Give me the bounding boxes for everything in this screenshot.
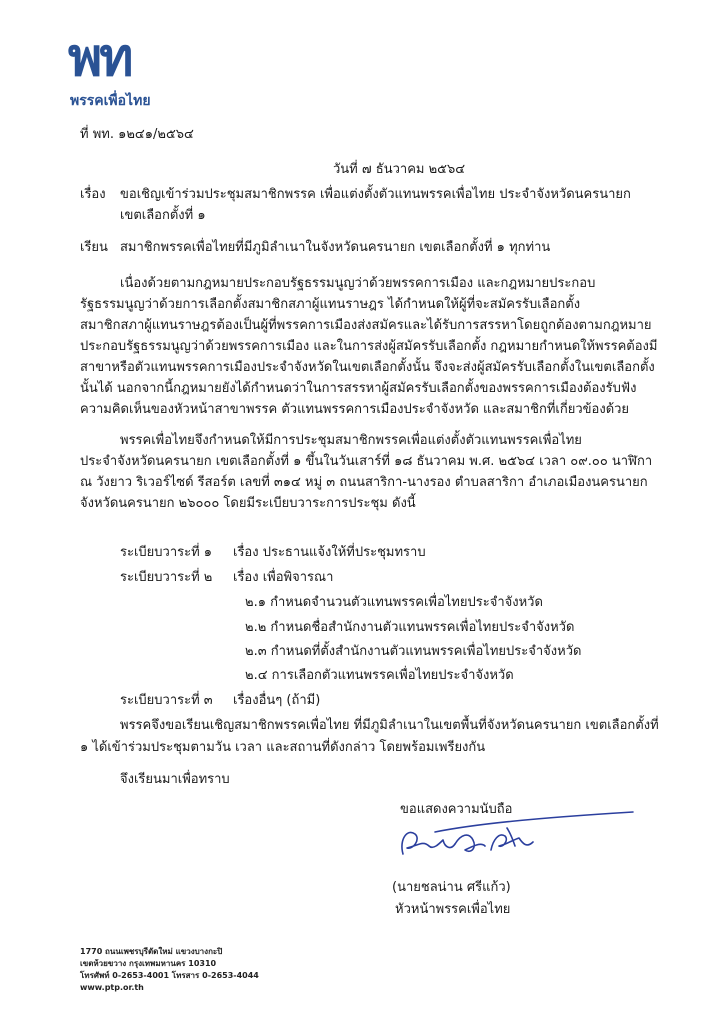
agenda-subitem: ๒.๑ กำหนดจำนวนตัวแทนพรรคเพื่อไทยประจำจังหวัด xyxy=(245,595,543,610)
signature-image xyxy=(395,810,640,872)
meeting-paragraph-line: จังหวัดนครนายก ๒๖๐๐๐ โดยมีระเบียบวาระการประชุม ดังนี้ xyxy=(80,496,416,511)
subject-line-1: ขอเชิญเข้าร่วมประชุมสมาชิกพรรค เพื่อแต่งตั้งตัวแทนพรรคเพื่อไทย ประจำจังหวัดนครนายก xyxy=(120,187,631,202)
signatory-name: (นายชลน่าน ศรีแก้ว) xyxy=(392,880,511,895)
agenda-subitem: ๒.๓ กำหนดที่ตั้งสำนักงานตัวแทนพรรคเพื่อไทยประจำจังหวัด xyxy=(245,644,582,659)
document-date: วันที่ ๗ ธันวาคม ๒๕๖๔ xyxy=(333,162,466,177)
agenda-subitem: ๒.๒ กำหนดชื่อสำนักงานตัวแทนพรรคเพื่อไทยประจำจังหวัด xyxy=(245,620,575,635)
body-paragraph-line: ความคิดเห็นของหัวหน้าสาขาพรรค ตัวแทนพรรคการเมืองประจำจังหวัด และสมาชิกที่เกี่ยวข้องด้วย xyxy=(80,402,630,417)
agenda-subitem: ๒.๔ การเลือกตัวแทนพรรคเพื่อไทยประจำจังหวัด xyxy=(245,668,514,683)
subject-label: เรื่อง xyxy=(80,187,106,202)
party-name: พรรคเพื่อไทย xyxy=(70,93,151,109)
invitation-paragraph-line: พรรคจึงขอเรียนเชิญสมาชิกพรรคเพื่อไทย ที่มีภูมิลำเนาในเขตพื้นที่จังหวัดนครนายก เขตเลือกตั้งที่ xyxy=(120,718,659,733)
body-paragraph-line: เนื่องด้วยตามกฎหมายประกอบรัฐธรรมนูญว่าด้วยพรรคการเมือง และกฎหมายประกอบ xyxy=(120,276,596,291)
subject-line-2: เขตเลือกตั้งที่ ๑ xyxy=(120,208,206,223)
signatory-title: หัวหน้าพรรคเพื่อไทย xyxy=(395,902,511,917)
agenda-item-text: เรื่อง ประธานแจ้งให้ที่ประชุมทราบ xyxy=(233,545,426,560)
footer-website-link[interactable]: www.ptp.or.th xyxy=(80,983,144,992)
agenda-item-label: ระเบียบวาระที่ ๑ xyxy=(120,545,213,560)
body-paragraph-line: นั้นได้ นอกจากนี้กฎหมายยังได้กำหนดว่าในการสรรหาผู้สมัครรับเลือกตั้งของพรรคการเมืองต้องรับฟัง xyxy=(80,381,637,396)
meeting-paragraph-line: ประจำจังหวัดนครนายก เขตเลือกตั้งที่ ๑ ขึ้นในวันเสาร์ที่ ๑๘ ธันวาคม พ.ศ. ๒๕๖๔ เวลา ๐๙.๐๐ นาฬิกา xyxy=(80,454,653,469)
agenda-item-text: เรื่องอื่นๆ (ถ้ามี) xyxy=(233,693,321,708)
complimentary-close: ขอแสดงความนับถือ xyxy=(400,802,513,817)
agenda-item-label: ระเบียบวาระที่ ๒ xyxy=(120,570,213,585)
body-paragraph-line: ประกอบรัฐธรรมนูญว่าด้วยพรรคการเมือง และในการส่งผู้สมัครรับเลือกตั้ง กฎหมายกำหนดให้พรรคต้องมี xyxy=(80,339,658,354)
body-paragraph-line: รัฐธรรมนูญว่าด้วยการเลือกตั้งสมาชิกสภาผู้แทนราษฎร ได้กำหนดให้ผู้ที่จะสมัครรับเลือกตั้ง xyxy=(80,297,581,312)
document-number: ที่ พท. ๑๒๔๑/๒๕๖๔ xyxy=(80,127,194,142)
agenda-item-text: เรื่อง เพื่อพิจารณา xyxy=(233,570,334,585)
body-paragraph-line: สมาชิกสภาผู้แทนราษฎรต้องเป็นผู้ที่พรรคการเมืองส่งสมัครและได้รับการสรรหาโดยถูกต้องตามกฎหมาย xyxy=(80,318,652,333)
invitation-paragraph-line: ๑ ได้เข้าร่วมประชุมตามวัน เวลา และสถานที่ดังกล่าว โดยพร้อมเพรียงกัน xyxy=(80,740,486,755)
meeting-paragraph-line: พรรคเพื่อไทยจึงกำหนดให้มีการประชุมสมาชิกพรรคเพื่อแต่งตั้งตัวแทนพรรคเพื่อไทย xyxy=(120,433,582,448)
recipient-text: สมาชิกพรรคเพื่อไทยที่มีภูมิลำเนาในจังหวัดนครนายก เขตเลือกตั้งที่ ๑ ทุกท่าน xyxy=(120,240,551,255)
closing-request: จึงเรียนมาเพื่อทราบ xyxy=(120,772,230,787)
agenda-item-label: ระเบียบวาระที่ ๓ xyxy=(120,693,213,708)
body-paragraph-line: สาขาหรือตัวแทนพรรคการเมืองประจำจังหวัดในเขตเลือกตั้งนั้น จึงจะส่งผู้สมัครรับเลือกตั้งในเขตเลือกตั้ง xyxy=(80,360,655,375)
footer-address-line: 1770 ถนนเพชรบุรีตัดใหม่ แขวงบางกะปิ xyxy=(80,947,223,956)
meeting-paragraph-line: ณ วังยาว ริเวอร์ไซด์ รีสอร์ต เลขที่ ๓๑๔ หมู่ ๓ ถนนสาริกา-นางรอง ตำบลสาริกา อำเภอเมืองนครนายก xyxy=(80,475,648,490)
footer-phone-line: โทรศัพท์ 0-2653-4001 โทรสาร 0-2653-4044 xyxy=(80,971,259,980)
party-logo: พท xyxy=(68,28,131,88)
recipient-label: เรียน xyxy=(80,240,108,255)
footer-address-line: เขตห้วยขวาง กรุงเทพมหานคร 10310 xyxy=(80,959,217,968)
